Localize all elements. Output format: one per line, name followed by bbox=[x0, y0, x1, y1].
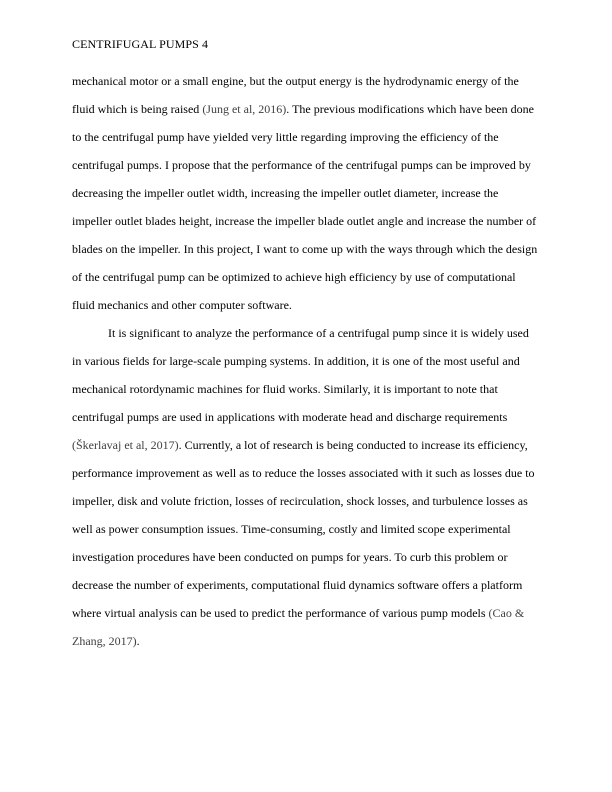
text-run: decrease the number of experiments, computational fluid dynamics software offers a platform bbox=[72, 578, 523, 592]
text-line bbox=[72, 627, 540, 655]
text-line bbox=[72, 179, 540, 207]
text-line bbox=[72, 95, 540, 123]
text-line bbox=[72, 403, 540, 431]
text-run: fluid which is being raised bbox=[72, 102, 203, 116]
citation: (Cao & bbox=[488, 606, 525, 620]
text-run: mechanical motor or a small engine, but the output energy is the hydrodynamic energy of the bbox=[72, 74, 519, 88]
text-line bbox=[72, 67, 540, 95]
text-run: centrifugal pumps. I propose that the performance of the centrifugal pumps can be improved by bbox=[72, 158, 531, 172]
text-run: mechanical rotordynamic machines for fluid works. Similarly, it is important to note that bbox=[72, 382, 498, 396]
text-line bbox=[72, 291, 540, 319]
text-run: impeller, disk and volute friction, losses of recirculation, shock losses, and turbulence losses as bbox=[72, 494, 528, 508]
text-run: in various fields for large-scale pumping systems. In addition, it is one of the most useful and bbox=[72, 354, 520, 368]
text-line bbox=[72, 207, 540, 235]
text-run: fluid mechanics and other computer software. bbox=[72, 298, 292, 312]
text-run: of the centrifugal pump can be optimized to achieve high efficiency by use of computational bbox=[72, 270, 516, 284]
text-run: It is significant to analyze the performance of a centrifugal pump since it is widely used bbox=[108, 326, 529, 340]
text-line bbox=[72, 235, 540, 263]
text-line bbox=[72, 543, 540, 571]
text-run: decreasing the impeller outlet width, increasing the impeller outlet diameter, increase the bbox=[72, 186, 499, 200]
text-line bbox=[72, 599, 540, 627]
text-line bbox=[72, 431, 540, 459]
text-run: blades on the impeller. In this project, I want to come up with the ways through which the design bbox=[72, 242, 538, 256]
text-run: . bbox=[136, 634, 140, 648]
citation: Zhang, 2017) bbox=[72, 634, 137, 648]
text-run: impeller outlet blades height, increase the impeller blade outlet angle and increase the number of bbox=[72, 214, 537, 228]
running-head: CENTRIFUGAL PUMPS 4 bbox=[72, 37, 209, 51]
text-line bbox=[72, 375, 540, 403]
body-text bbox=[72, 67, 540, 655]
citation: (Jung et al, 2016) bbox=[202, 102, 287, 116]
text-line bbox=[72, 487, 540, 515]
text-run: centrifugal pumps are used in applications with moderate head and discharge requirements bbox=[72, 410, 508, 424]
text-run: where virtual analysis can be used to predict the performance of various pump models bbox=[72, 606, 489, 620]
citation: (Škerlavaj et al, 2017) bbox=[72, 438, 179, 452]
paragraph bbox=[72, 319, 540, 655]
paragraph bbox=[72, 67, 540, 319]
text-line bbox=[72, 319, 540, 347]
text-run: well as power consumption issues. Time-consuming, costly and limited scope experimental bbox=[72, 522, 511, 536]
text-run: to the centrifugal pump have yielded very little regarding improving the efficiency of the bbox=[72, 130, 499, 144]
text-line bbox=[72, 263, 540, 291]
text-line bbox=[72, 459, 540, 487]
text-line bbox=[72, 571, 540, 599]
text-line bbox=[72, 123, 540, 151]
text-run: . The previous modifications which have been done bbox=[286, 102, 535, 116]
text-run: investigation procedures have been conducted on pumps for years. To curb this problem or bbox=[72, 550, 508, 564]
text-run: performance improvement as well as to reduce the losses associated with it such as losses due to bbox=[72, 466, 535, 480]
text-run: . Currently, a lot of research is being conducted to increase its efficiency, bbox=[178, 438, 528, 452]
text-line bbox=[72, 347, 540, 375]
text-line bbox=[72, 151, 540, 179]
text-line bbox=[72, 515, 540, 543]
